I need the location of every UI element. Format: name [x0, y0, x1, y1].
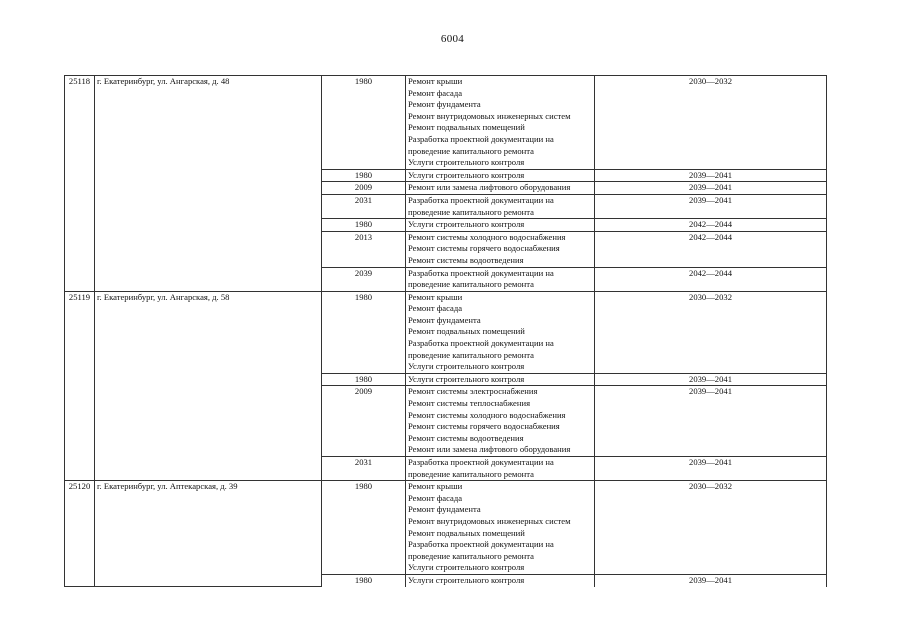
capital-repair-table: [64, 75, 827, 587]
object-number: 25119: [65, 291, 95, 481]
work-item: Ремонт внутридомовых инженерных систем: [408, 515, 571, 526]
work-list-cell: [406, 291, 595, 373]
work-item: Ремонт системы водоотведения: [408, 254, 524, 265]
table-row: [65, 76, 827, 170]
year-cell: 1980: [322, 373, 406, 386]
work-item: Ремонт фундамента: [408, 504, 481, 515]
period-cell: 2039—2041: [595, 373, 827, 386]
work-item: Услуги строительного контроля: [408, 373, 525, 384]
period-cell: 2039—2041: [595, 457, 827, 481]
work-list-cell: [406, 574, 595, 586]
year-cell: 2009: [322, 182, 406, 195]
object-number: 25118: [65, 76, 95, 292]
table-row: [65, 291, 827, 373]
work-item: проведение капитального ремонта: [408, 468, 534, 479]
year-cell: 1980: [322, 481, 406, 575]
work-item: Ремонт системы холодного водоснабжения: [408, 231, 566, 242]
work-item: Услуги строительного контроля: [408, 219, 525, 230]
work-item: Услуги строительного контроля: [408, 361, 525, 372]
work-item: Ремонт системы электроснабжения: [408, 386, 538, 397]
work-item: Ремонт фасада: [408, 492, 463, 503]
work-item: Ремонт подвальных помещений: [408, 326, 525, 337]
work-list-cell: [406, 267, 595, 291]
work-list-cell: [406, 373, 595, 386]
work-item: Ремонт системы теплоснабжения: [408, 398, 531, 409]
work-item: проведение капитального ремонта: [408, 145, 534, 156]
work-item: Ремонт фундамента: [408, 99, 481, 110]
work-item: Ремонт системы водоотведения: [408, 432, 524, 443]
work-list-cell: [406, 169, 595, 182]
work-item: Ремонт или замена лифтового оборудования: [408, 444, 571, 455]
work-item: проведение капитального ремонта: [408, 550, 534, 561]
work-item: Ремонт подвальных помещений: [408, 122, 525, 133]
period-cell: 2042—2044: [595, 231, 827, 267]
work-item: проведение капитального ремонта: [408, 206, 534, 217]
work-list-cell: [406, 457, 595, 481]
work-item: Услуги строительного контроля: [408, 574, 525, 585]
work-list-cell: [406, 231, 595, 267]
period-cell: 2030—2032: [595, 291, 827, 373]
object-address: г. Екатеринбург, ул. Аптекарская, д. 39: [95, 481, 322, 587]
work-item: Разработка проектной документации на: [408, 457, 554, 467]
work-item: Ремонт системы горячего водоснабжения: [408, 421, 560, 432]
page-number: 6004: [440, 33, 465, 45]
period-cell: 2042—2044: [595, 267, 827, 291]
period-cell: 2030—2032: [595, 481, 827, 575]
work-list-cell: [406, 386, 595, 457]
table-body: [65, 76, 827, 587]
object-number: 25120: [65, 481, 95, 587]
period-cell: 2042—2044: [595, 219, 827, 232]
work-item: Услуги строительного контроля: [408, 169, 525, 180]
work-item: проведение капитального ремонта: [408, 349, 534, 360]
work-item: Разработка проектной документации на: [408, 539, 554, 550]
work-item: Ремонт внутридомовых инженерных систем: [408, 110, 571, 121]
year-cell: 1980: [322, 169, 406, 182]
year-cell: 2013: [322, 231, 406, 267]
work-item: Ремонт крыши: [408, 291, 463, 302]
work-item: Ремонт крыши: [408, 481, 463, 492]
period-cell: 2039—2041: [595, 574, 827, 586]
year-cell: 1980: [322, 291, 406, 373]
work-item: Ремонт фундамента: [408, 314, 481, 325]
year-cell: 1980: [322, 76, 406, 170]
year-cell: 2031: [322, 194, 406, 218]
period-cell: 2039—2041: [595, 182, 827, 195]
year-cell: 2039: [322, 267, 406, 291]
year-cell: 2031: [322, 457, 406, 481]
year-cell: 2009: [322, 386, 406, 457]
work-list-cell: [406, 182, 595, 195]
work-item: Ремонт фасада: [408, 87, 463, 98]
year-cell: 1980: [322, 219, 406, 232]
object-address: г. Екатеринбург, ул. Ангарская, д. 58: [95, 291, 322, 481]
work-item: Разработка проектной документации на: [408, 133, 554, 144]
work-item: Услуги строительного контроля: [408, 562, 525, 573]
work-list-cell: [406, 481, 595, 575]
work-item: Разработка проектной документации на: [408, 194, 554, 205]
period-cell: 2039—2041: [595, 194, 827, 218]
work-item: Ремонт системы холодного водоснабжения: [408, 409, 566, 420]
work-list-cell: [406, 219, 595, 232]
period-cell: 2039—2041: [595, 169, 827, 182]
work-item: Разработка проектной документации на: [408, 338, 554, 349]
work-list-cell: [406, 76, 595, 170]
work-list-cell: [406, 194, 595, 218]
work-item: Ремонт фасада: [408, 303, 463, 314]
year-cell: 1980: [322, 574, 406, 586]
work-item: Ремонт или замена лифтового оборудования: [408, 182, 571, 193]
work-item: Услуги строительного контроля: [408, 157, 525, 168]
work-item: Ремонт системы горячего водоснабжения: [408, 243, 560, 254]
object-address: г. Екатеринбург, ул. Ангарская, д. 48: [95, 76, 322, 292]
work-item: Ремонт подвальных помещений: [408, 527, 525, 538]
work-item: Разработка проектной документации на: [408, 267, 554, 278]
period-cell: 2030—2032: [595, 76, 827, 170]
period-cell: 2039—2041: [595, 386, 827, 457]
table-row: [65, 481, 827, 575]
work-item: проведение капитального ремонта: [408, 279, 534, 290]
work-item: Ремонт крыши: [408, 76, 463, 86]
